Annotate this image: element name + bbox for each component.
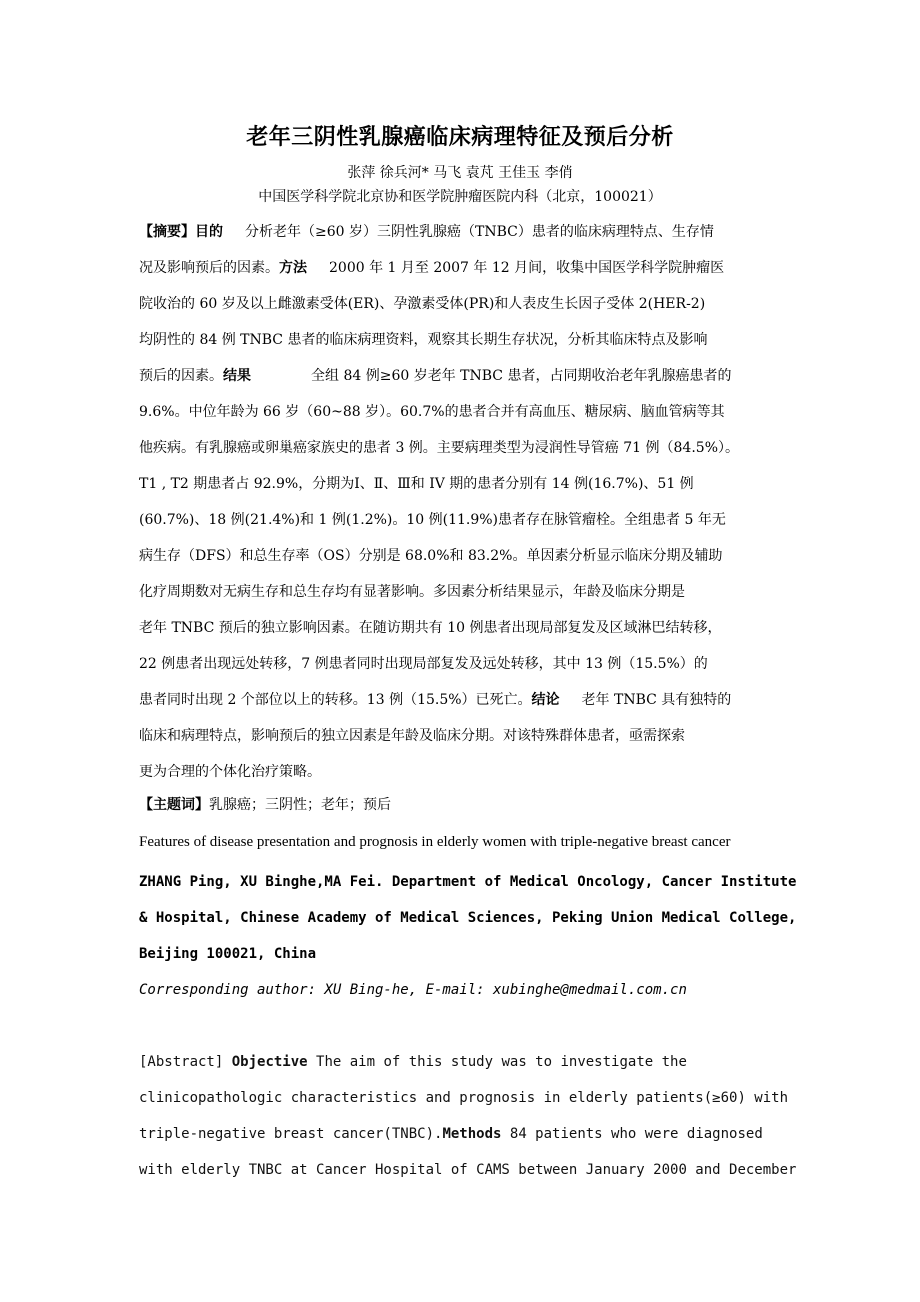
abstract-line: 22 例患者出现远处转移，7 例患者同时出现局部复发及远处转移，其中 13 例（15.5%）的 bbox=[139, 656, 708, 672]
english-abstract-text: triple-negative breast cancer(TNBC). bbox=[139, 1126, 443, 1142]
abstract-line bbox=[139, 682, 819, 718]
results-label: 结果 bbox=[223, 368, 251, 384]
abstract-text: 2000 年 1 月至 2007 年 12 月间，收集中国医学科学院肿瘤医 bbox=[329, 260, 725, 276]
abstract-line: 病生存（DFS）和总生存率（OS）分别是 68.0%和 83.2%。单因素分析显示临床分期及辅助 bbox=[139, 548, 723, 564]
abstract-line: 9.6%。中位年龄为 66 岁（60~88 岁）。60.7%的患者合并有高血压、糖尿病、脑血管病等其 bbox=[139, 404, 725, 420]
abstract-line: 老年 TNBC 预后的独立影响因素。在随访期共有 10 例患者出现局部复发及区域淋巴结转移， bbox=[139, 620, 722, 636]
conclusion-label: 结论 bbox=[531, 692, 560, 708]
english-abstract-line: clinicopathologic characteristics and prognosis in elderly patients(≥60) with bbox=[139, 1090, 789, 1106]
keywords bbox=[139, 790, 819, 820]
english-objective-label: Objective bbox=[231, 1054, 308, 1070]
corresponding-author: Corresponding author: XU Bing-he, E-mail: xubinghe@medmail.com.cn bbox=[139, 982, 687, 998]
abstract-line bbox=[139, 214, 819, 250]
abstract-text: 况及影响预后的因素。 bbox=[139, 260, 279, 276]
abstract-line: 他疾病。有乳腺癌或卵巢癌家族史的患者 3 例。主要病理类型为浸润性导管癌 71 例（84.5%）。 bbox=[139, 440, 739, 456]
objective-label: 目的 bbox=[195, 224, 223, 240]
author-list: 张萍 徐兵河* 马飞 袁芃 王佳玉 李俏 bbox=[347, 165, 573, 181]
english-author-line: & Hospital, Chinese Academy of Medical Sciences, Peking Union Medical College, bbox=[139, 910, 797, 926]
abstract-line bbox=[139, 358, 819, 394]
abstract-line bbox=[139, 250, 819, 286]
abstract-line: (60.7%)、18 例(21.4%)和 1 例(1.2%)。10 例(11.9%)患者存在脉管瘤栓。全组患者 5 年无 bbox=[139, 512, 726, 528]
abstract-line: 化疗周期数对无病生存和总生存均有显著影响。多因素分析结果显示，年龄及临床分期是 bbox=[139, 584, 685, 600]
affiliation: 中国医学科学院北京协和医学院肿瘤医院内科（北京，100021） bbox=[258, 189, 662, 205]
paper-title: 老年三阴性乳腺癌临床病理特征及预后分析 bbox=[246, 125, 674, 150]
english-abstract-text: The aim of this study was to investigate the bbox=[316, 1054, 687, 1070]
english-abstract-line bbox=[139, 1044, 839, 1080]
abstract-line: 均阴性的 84 例 TNBC 患者的临床病理资料，观察其长期生存状况，分析其临床特点及影响 bbox=[139, 332, 708, 348]
english-abstract-text: 84 patients who were diagnosed bbox=[509, 1126, 763, 1142]
english-abstract-line bbox=[139, 1116, 839, 1152]
english-methods-label: Methods bbox=[442, 1126, 502, 1142]
methods-label: 方法 bbox=[279, 260, 307, 276]
english-author-line: ZHANG Ping, XU Binghe,MA Fei. Department of Medical Oncology, Cancer Institute bbox=[139, 874, 797, 890]
english-abstract-label: [Abstract] bbox=[139, 1054, 224, 1070]
abstract-text: 全组 84 例≥60 岁老年 TNBC 患者，占同期收治老年乳腺癌患者的 bbox=[311, 368, 732, 384]
abstract-line: 临床和病理特点，影响预后的独立因素是年龄及临床分期。对该特殊群体患者，亟需探索 bbox=[139, 728, 685, 744]
abstract-text: 患者同时出现 2 个部位以上的转移。13 例（15.5%）已死亡。 bbox=[139, 692, 532, 708]
abstract-line: 院收治的 60 岁及以上雌激素受体(ER)、孕激素受体(PR)和人表皮生长因子受体 2(HER-2) bbox=[139, 296, 706, 312]
english-abstract bbox=[139, 1044, 839, 1188]
english-abstract-line: with elderly TNBC at Cancer Hospital of CAMS between January 2000 and December bbox=[139, 1162, 797, 1178]
english-authors bbox=[139, 864, 839, 972]
keywords-text: 乳腺癌；三阴性；老年；预后 bbox=[209, 797, 391, 813]
english-author-line: Beijing 100021, China bbox=[139, 946, 317, 962]
abstract-text: 老年 TNBC 具有独特的 bbox=[581, 692, 732, 708]
abstract-label: 【摘要】 bbox=[139, 224, 195, 240]
chinese-abstract bbox=[139, 214, 819, 790]
english-title: Features of disease presentation and prognosis in elderly women with triple-negative breast cancer bbox=[139, 834, 731, 850]
abstract-text: 分析老年（≥60 岁）三阴性乳腺癌（TNBC）患者的临床病理特点、生存情 bbox=[245, 224, 714, 240]
abstract-text: 预后的因素。 bbox=[139, 368, 223, 384]
abstract-line: 更为合理的个体化治疗策略。 bbox=[139, 764, 321, 780]
keywords-label: 【主题词】 bbox=[139, 797, 209, 813]
abstract-line: T1 , T2 期患者占 92.9%，分期为Ⅰ、Ⅱ、Ⅲ和 IV 期的患者分别有 14 例(16.7%)、51 例 bbox=[139, 476, 694, 492]
